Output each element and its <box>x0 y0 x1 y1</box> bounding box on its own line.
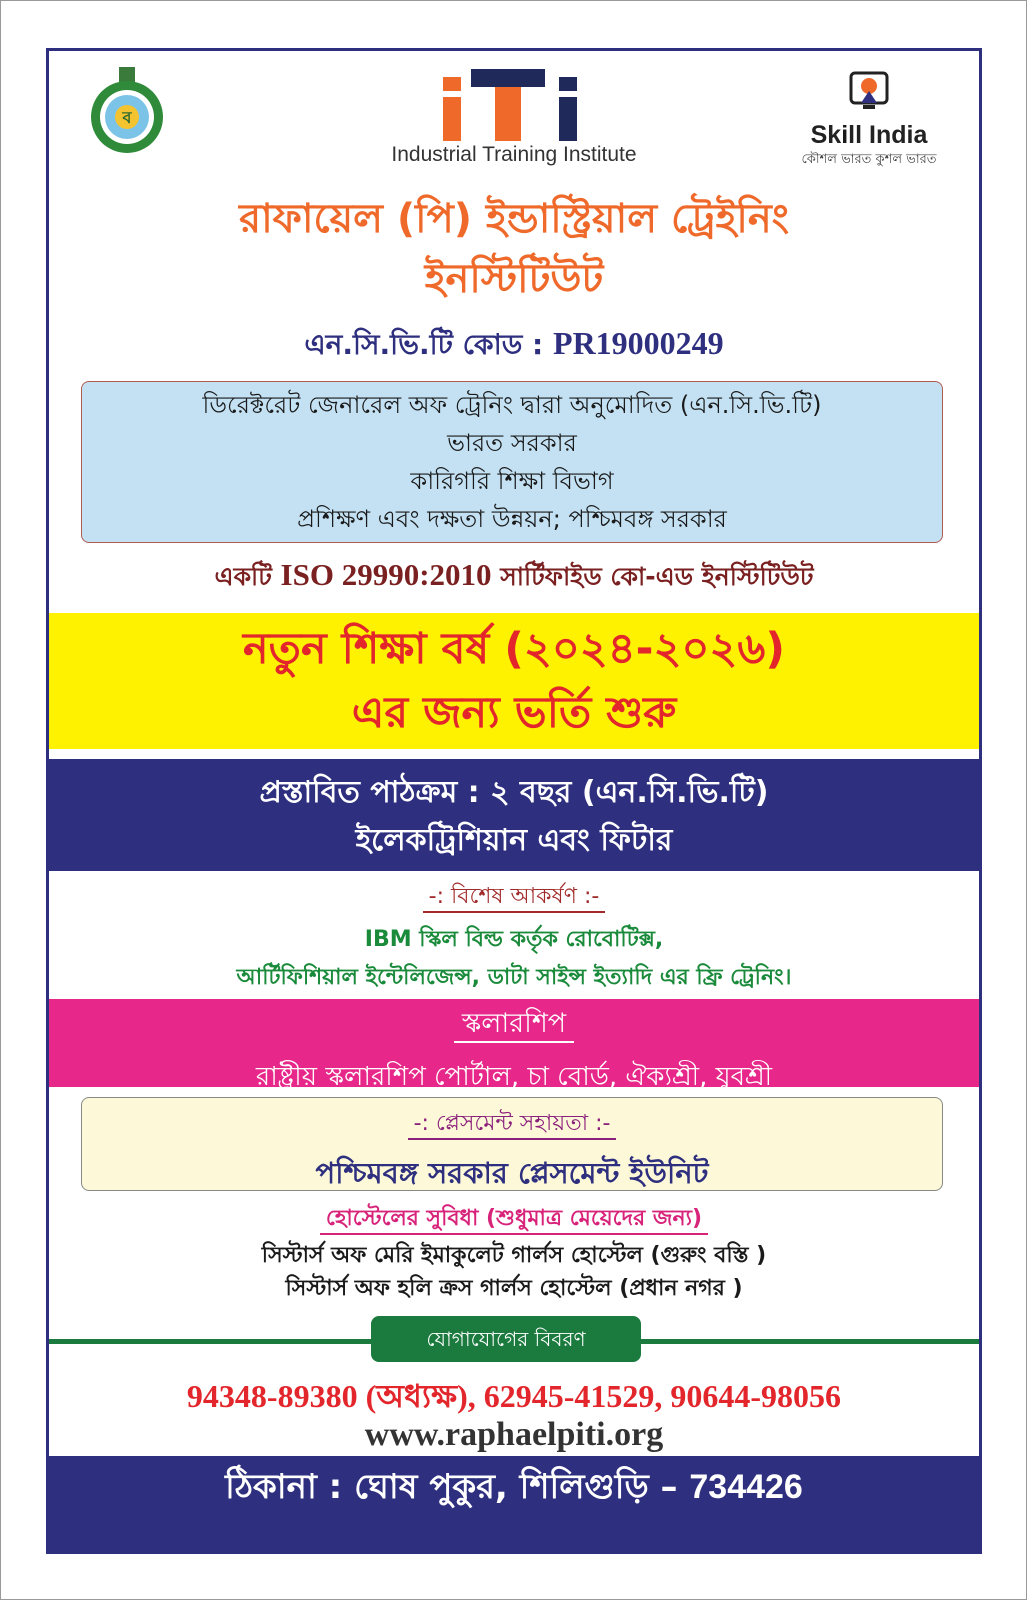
ncvt-code-label: এন.সি.ভি.টি কোড : <box>304 328 554 361</box>
admission-line1: নতুন শিক্ষা বর্ষ (২০২৪-২০২৬) <box>243 624 785 674</box>
skill-india-name: Skill India <box>810 121 928 149</box>
course-banner <box>49 759 979 871</box>
address-banner <box>49 1456 979 1551</box>
svg-text:ব: ব <box>122 108 132 127</box>
scholarship-text: রাষ্ট্রীয় স্কলারশিপ পোর্টাল, চা বোর্ড, ঐক্যশ্রী, যুবশ্রী <box>255 1062 773 1092</box>
address-label: ঠিকানা : ঘোষ পুকুর, শিলিগুড়ি – <box>225 1467 690 1507</box>
hostel-item: সিস্টার্স অফ মেরি ইমাকুলেট গার্লস হোস্টেল (গুরুং বস্তি ) <box>261 1243 767 1268</box>
skill-india-icon <box>847 69 891 113</box>
hostel-title: হোস্টেলের সুবিধা (শুধুমাত্র মেয়েদের জন্য) <box>49 1201 979 1238</box>
approval-box <box>81 381 943 543</box>
approval-line: কারিগরি শিক্ষা বিভাগ <box>410 467 614 495</box>
website-link[interactable]: www.raphaelpiti.org <box>364 1416 664 1453</box>
admission-banner <box>49 613 979 749</box>
approval-line: ভারত সরকার <box>447 429 577 457</box>
iti-subtitle: Industrial Training Institute <box>391 143 637 166</box>
admission-line2: এর জন্য ভর্তি শুরু <box>351 688 677 738</box>
contact-details-label: যোগাযোগের বিবরণ <box>371 1316 641 1362</box>
skill-india-tagline: কৌশল ভারত কুশল ভারত <box>801 152 937 167</box>
iso-number: ISO 29990:2010 <box>280 557 492 592</box>
skill-india-logo <box>794 69 944 171</box>
course-trades: ইলেকট্রিশিয়ান এবং ফিটার <box>355 823 673 858</box>
ncvt-code <box>49 323 979 370</box>
scholarship-title: স্কলারশিপ <box>49 999 979 1048</box>
approval-line: ডিরেক্টরেট জেনারেল অফ ট্রেনিং দ্বারা অনুমোদিত (এন.সি.ভি.টি) <box>202 391 822 419</box>
scholarship-banner <box>49 999 979 1092</box>
west-bengal-emblem-icon <box>83 65 171 155</box>
institute-name-line1: রাফায়েল (পি) ইন্ডাস্ট্রিয়াল ট্রেইনিং <box>239 196 789 242</box>
placement-title: -: প্লেসমেন্ট সহায়তা :- <box>82 1106 942 1143</box>
placement-box <box>81 1097 943 1191</box>
placement-text: পশ্চিমবঙ্গ সরকার প্লেসমেন্ট ইউনিট <box>315 1156 709 1190</box>
address-pin: 734426 <box>689 1468 803 1506</box>
approval-line: প্রশিক্ষণ এবং দক্ষতা উন্নয়ন; পশ্চিমবঙ্গ সরকার <box>297 505 727 533</box>
contact-phones: 94348-89380 (অধ্যক্ষ), 62945-41529, 90644-98056 <box>186 1378 842 1414</box>
admission-poster <box>46 48 982 1554</box>
iso-certification: একটি ISO 29990:2010 সার্টিফাইড কো-এড ইনস্টিটিউট <box>214 557 814 592</box>
course-duration: প্রস্তাবিত পাঠক্রম : ২ বছর (এন.সি.ভি.টি) <box>259 775 769 810</box>
institute-name-line2: ইনস্টিটিউট <box>424 256 604 302</box>
special-attraction-text: IBM স্কিল বিল্ড কর্তৃক রোবোটিক্স, আর্টিফিশিয়াল ইন্টেলিজেন্স, ডাটা সাইন্স ইত্যাদি এর ফ্রি ট্রেনিং। <box>236 927 792 990</box>
hostel-list <box>49 1239 979 1305</box>
special-attraction-title: -: বিশেষ আকর্ষণ :- <box>49 879 979 916</box>
institute-name <box>49 189 979 309</box>
ncvt-code-value: PR19000249 <box>553 325 724 361</box>
iti-logo <box>369 69 659 179</box>
iti-logo-icon <box>439 69 589 141</box>
hostel-item: সিস্টার্স অফ হলি ক্রস গার্লস হোস্টেল (প্রধান নগর ) <box>285 1276 743 1301</box>
